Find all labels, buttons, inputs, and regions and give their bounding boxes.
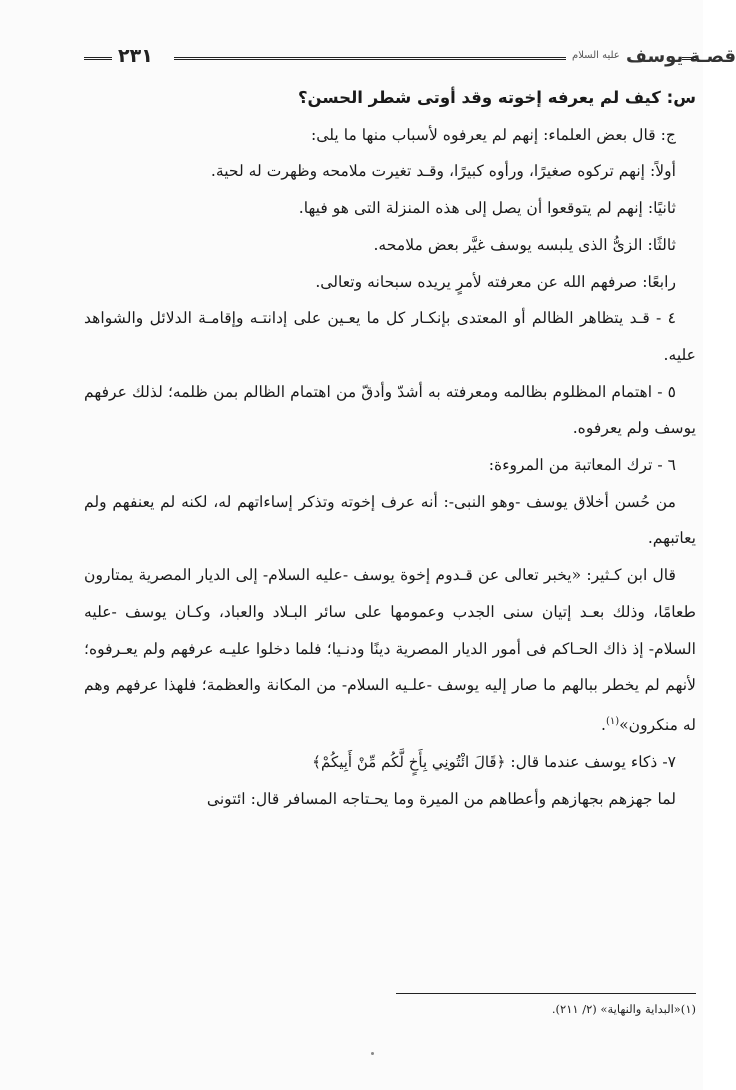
page-body [84, 80, 696, 817]
question-heading: س: كيف لم يعرفه إخوته وقد أوتى شطر الحسن؟ [297, 88, 696, 107]
header-rule-middle [174, 57, 566, 62]
footnote: (١)«البداية والنهاية» (٢/ ٢١١). [551, 1002, 696, 1016]
point-five: ٥ - اهتمام المظلوم بظالمه ومعرفته به أشدّ وأدقّ من اهتمام الظالم بمن ظلمه؛ لذلك عرفهم يوسف ولم يعرفوه. [84, 382, 696, 438]
chapter-title [572, 46, 736, 67]
footnote-marker: (١) [605, 715, 620, 727]
reason-first: أولاً: إنهم تركوه صغيرًا، ورأوه كبيرًا، وقـد تغيرت ملامحه وظهرت له لحية. [210, 162, 676, 181]
point-six-heading: ٦ - ترك المعاتبة من المروءة: [488, 456, 676, 475]
point-seven-prefix: ٧- ذكاء يوسف عندما قال: [510, 752, 676, 771]
reason-fourth: رابعًا: صرفهم الله عن معرفته لأمرٍ يريده سبحانه وتعالى. [315, 272, 676, 291]
quran-verse: ﴿قَالَ ائْتُونِي بِأَخٍ لَّكُم مِّنْ أَبِيكُمْ﴾ [312, 752, 506, 771]
footnote-separator [396, 993, 696, 994]
running-header [84, 44, 736, 74]
reason-second: ثانيًا: إنهم لم يتوقعوا أن يصل إلى هذه المنزلة التى هو فيها. [298, 199, 676, 218]
reason-third: ثالثًا: الزىُّ الذى يلبسه يوسف غيَّر بعض ملامحه. [373, 235, 676, 254]
last-line: لما جهزهم بجهازهم وأعطاهم من الميرة وما يحـتاجه المسافر قال: ائتونى [206, 789, 676, 808]
point-six-text: من حُسن أخلاق يوسف -وهو النبى-: أنه عرف إخوته وتذكر إساءاتهم له، لكنه لم يعنفهم ولم يعاتبهم. [84, 492, 696, 548]
point-seven [84, 744, 696, 781]
ibn-kathir-text: قال ابن كـثير: «يخبر تعالى عن قـدوم إخوة يوسف -عليه السلام- إلى الديار المصرية يمتارون طعامًا، وذلك بعـد إتيان سنى الجدب وعمومها على سائر البـلاد والعباد، وكـان يوسف -عليه السلام- إذ ذاك الحـاكم فى أمور الديار المصرية دينًا ودنـيا؛ فلما دخلوا عليـه عرفهم ولم يعـرفوه؛ لأنهم لم يخطر ببالهم ما صار إليه يوسف -علـيه السلام- من المكانة والعظمة؛ فلهذا عرفهم وهم له منكرون» [84, 566, 696, 735]
answer-intro: ج: قال بعض العلماء: إنهم لم يعرفوه لأسباب منها ما يلى: [311, 125, 676, 144]
ibn-kathir-quote: قال ابن كـثير: «يخبر تعالى عن قـدوم إخوة يوسف -عليه السلام- إلى الديار المصرية يمتارون طعامًا، وذلك بعـد إتيان سنى الجدب وعمومها على سائر البـلاد والعباد، وكـان يوسف -عليه السلام- إذ ذاك الحـاكم فى أمور الديار المصرية دينًا ودنـيا؛ فلما دخلوا عليـه عرفهم ولم يعـرفوه؛ لأنهم لم يخطر ببالهم ما صار إليه يوسف -علـيه السلام- من المكانة والعظمة؛ فلهذا عرفهم وهم له منكرون»$^{(١)}$. [84, 566, 696, 735]
point-four: ٤ - قـد يتظاهر الظالم أو المعتدى بإنكـار كل ما يعـين على إدانتـه وإقامـة الدلائل والشواهد عليه. [84, 309, 696, 364]
header-rule-left [84, 57, 112, 62]
header-rule-right [682, 57, 696, 62]
page-number: ٢٣١ [118, 45, 153, 67]
chapter-title-text: قصـة يوسف [626, 46, 736, 67]
page-speck [371, 1052, 374, 1055]
honorific-text: عليه السلام [572, 50, 620, 61]
